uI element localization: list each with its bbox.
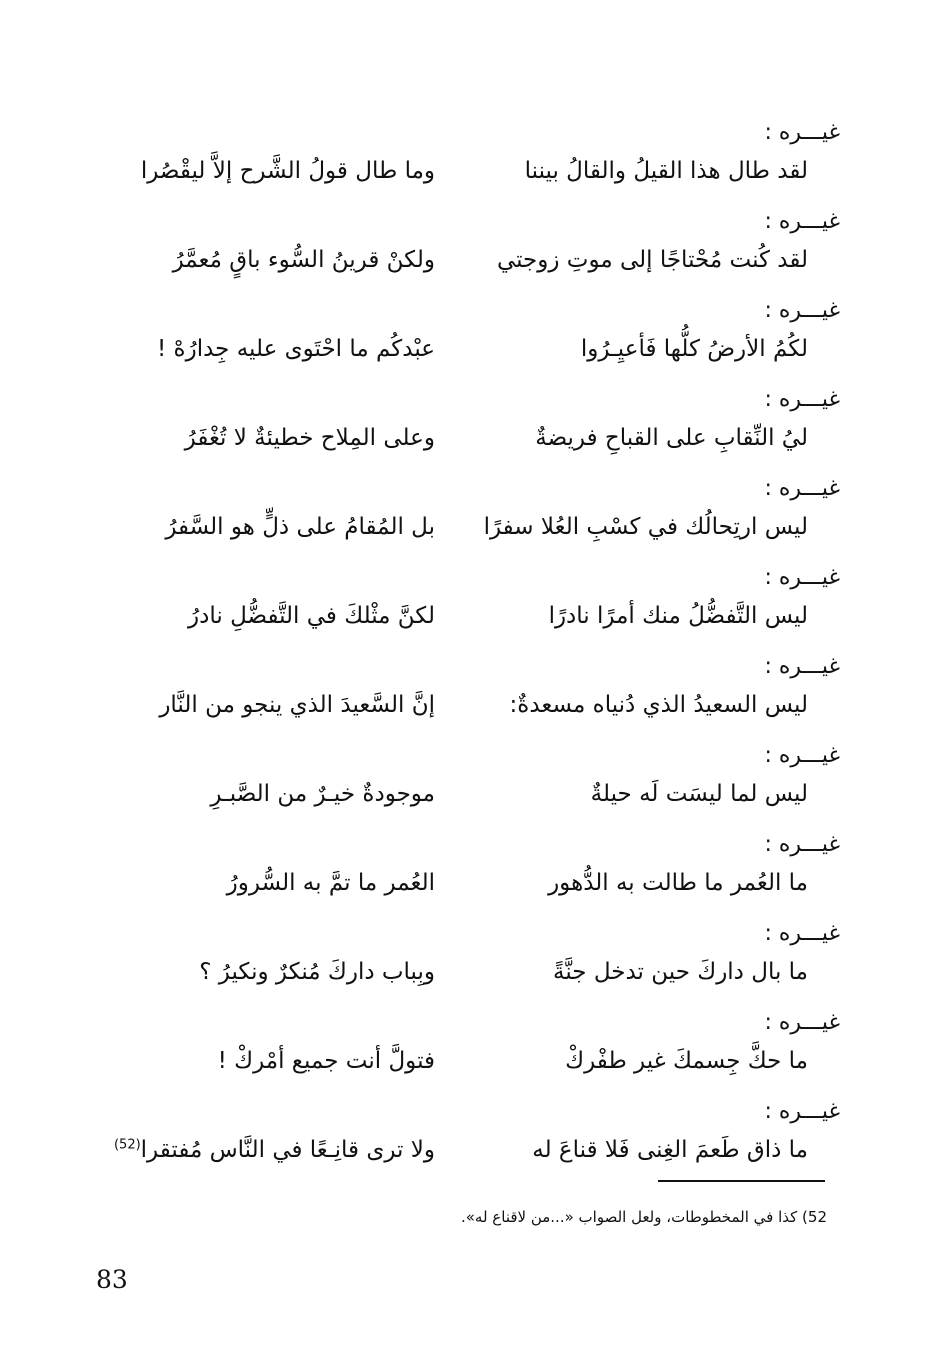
stanza-header: غيـــره : [764, 120, 840, 145]
first-hemistich: ليس التَّفضُّلُ منك أمرًا نادرًا [548, 603, 808, 629]
stanza-header: غيـــره : [764, 476, 840, 501]
second-hemistich: عبْدكُم ما احْتَوى عليه جِدارُهْ ! [157, 336, 435, 362]
first-hemistich: ليس ارتِحالُك في كسْبِ العُلا سفرًا [483, 514, 808, 540]
stanza-header: غيـــره : [764, 743, 840, 768]
second-hemistich: إنَّ السَّعيدَ الذي ينجو من النَّار [159, 692, 435, 718]
second-hemistich: وما طال قولُ الشَّرح إلاَّ ليقْصُرا [140, 158, 435, 184]
second-hemistich: وعلى المِلاح خطيئةٌ لا تُغْفَرُ [184, 425, 435, 451]
second-hemistich: موجودةٌ خيـرٌ من الصَّبـرِ [210, 781, 435, 807]
second-hemistich: وبِباب داركَ مُنكرٌ ونكيرُ ؟ [199, 959, 435, 985]
first-hemistich: ليس لما ليسَت لَه حيلةٌ [590, 781, 808, 807]
second-hemistich: فتولَّ أنت جميع أمْركْ ! [217, 1048, 435, 1074]
first-hemistich: ما حكَّ جِسمكَ غير طفْركْ [565, 1048, 808, 1074]
stanza-9 [95, 830, 840, 919]
footnote-divider [658, 1180, 825, 1182]
stanza-7 [95, 652, 840, 741]
stanza-6 [95, 563, 840, 652]
stanza-header: غيـــره : [764, 209, 840, 234]
second-hemistich: ولكنْ قرينُ السُّوء باقٍ مُعمَّرُ [172, 247, 435, 273]
stanza-3 [95, 296, 840, 385]
stanza-10 [95, 919, 840, 1008]
second-hemistich: لكنَّ مثْلكَ في التَّفضُّلِ نادرُ [188, 603, 435, 629]
second-hemistich-text: ولا ترى قانِـعًا في النَّاس مُفتقرا [140, 1137, 435, 1163]
first-hemistich: لقد كُنت مُحْتاجًا إلى موتِ زوجتي [496, 247, 808, 273]
first-hemistich: ليُ النِّقابِ على القباحِ فريضةٌ [535, 425, 808, 451]
first-hemistich: ما ذاق طَعمَ الغِنى فَلا قناعَ له [532, 1137, 808, 1163]
stanza-header: غيـــره : [764, 654, 840, 679]
second-hemistich [105, 1133, 435, 1167]
stanza-header: غيـــره : [764, 565, 840, 590]
stanza-header: غيـــره : [764, 921, 840, 946]
stanza-1 [95, 118, 840, 207]
first-hemistich: ما العُمر ما طالت به الدُّهور [548, 870, 808, 896]
second-hemistich: بل المُقامُ على ذلٍّ هو السَّفرُ [165, 514, 435, 540]
stanza-11 [95, 1008, 840, 1097]
stanza-header: غيـــره : [764, 387, 840, 412]
page-number: 83 [96, 1265, 128, 1294]
stanza-8 [95, 741, 840, 830]
stanza-header: غيـــره : [764, 1099, 840, 1124]
stanza-header: غيـــره : [764, 1010, 840, 1035]
first-hemistich: ليس السعيدُ الذي دُنياه مسعدةٌ: [509, 692, 808, 718]
stanza-2 [95, 207, 840, 296]
stanza-4 [95, 385, 840, 474]
first-hemistich: ما بال داركَ حين تدخل جنَّةً [553, 959, 808, 985]
footnote: 52) كذا في المخطوطات، ولعل الصواب «...من لاقناع له». [460, 1208, 827, 1226]
first-hemistich: لكُمُ الأرضُ كلُّها فَأعيِـرُوا [580, 336, 808, 362]
stanza-5 [95, 474, 840, 563]
stanza-header: غيـــره : [764, 298, 840, 323]
stanza-header: غيـــره : [764, 832, 840, 857]
second-hemistich: العُمر ما تمَّ به السُّرورُ [226, 870, 435, 896]
first-hemistich: لقد طال هذا القيلُ والقالُ بيننا [524, 158, 808, 184]
stanza-12 [95, 1097, 840, 1186]
footnote-reference: (52) [113, 1137, 141, 1153]
